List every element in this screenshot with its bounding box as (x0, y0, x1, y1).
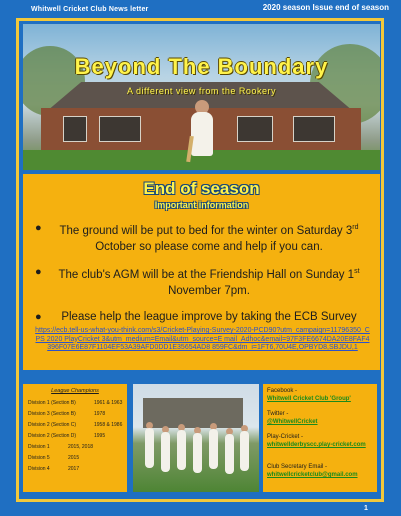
twitter-link[interactable]: @WhitwellCricket (267, 419, 318, 425)
pavilion-window (293, 116, 335, 142)
division-years: 2015 (68, 455, 80, 461)
batsman-figure (191, 112, 213, 156)
division-name: Division 3 (Section B) (28, 411, 76, 417)
division-name: Division 1 (Section B) (28, 400, 76, 406)
champions-row (28, 455, 80, 461)
newsletter-title: Beyond The Boundary (74, 54, 329, 79)
division-name: Division 2 (Section D) (28, 433, 77, 439)
player-figure (161, 432, 170, 472)
newsletter-name: Whitwell Cricket Club News letter (31, 6, 149, 13)
player-figure (177, 430, 186, 470)
section-subtitle: Important information (154, 200, 249, 210)
division-years: 1978 (94, 411, 106, 417)
champions-row (28, 466, 80, 472)
division-years: 1958 & 1986 (94, 422, 123, 428)
division-years: 1995 (94, 433, 106, 439)
issue-label: 2020 season Issue end of season (262, 3, 389, 12)
bullet-survey (35, 309, 373, 325)
champions-row (28, 400, 123, 406)
division-name: Division 2 (Section C) (28, 422, 77, 428)
bullet-text: The club's AGM will be at the Friendship Hall on Sunday 1st November 7pm. (58, 268, 360, 297)
player-figure (209, 429, 218, 469)
bullet-icon: ● (35, 266, 42, 278)
end-of-season-section (23, 174, 380, 370)
division-years: 2015, 2018 (68, 444, 94, 450)
player-figure (225, 434, 234, 474)
bullet-icon: ● (35, 222, 42, 234)
twitter-label: Twitter - (267, 411, 289, 417)
newsletter-subtitle: A different view from the Rookery (127, 86, 276, 96)
bullet-agm (35, 264, 373, 299)
bullet-ground-closing (35, 220, 373, 255)
page-number: 1 (364, 505, 368, 512)
team-photo (133, 384, 259, 492)
league-champions-box (23, 384, 127, 492)
division-years: 2017 (68, 466, 80, 472)
division-name: Division 4 (28, 466, 50, 472)
playcricket-link[interactable]: whitwellderbyscc.play-cricket.com (267, 442, 366, 448)
champions-row (28, 433, 106, 439)
champions-row (28, 444, 94, 450)
champions-row (28, 422, 123, 428)
champions-title: League Champions (51, 388, 99, 394)
secretary-email-label: Club Secretary Email - (267, 464, 328, 470)
division-years: 1961 & 1963 (94, 400, 123, 406)
social-links-box (263, 384, 377, 492)
photo-building (143, 398, 243, 428)
player-figure (193, 433, 202, 473)
hero-banner (23, 24, 380, 170)
pavilion-window (63, 116, 87, 142)
champions-row (28, 411, 106, 417)
pavilion-window (99, 116, 141, 142)
facebook-label: Facebook - (267, 388, 298, 394)
division-name: Division 5 (28, 455, 50, 461)
playcricket-label: Play-Cricket - (267, 434, 304, 440)
newsletter-header (0, 0, 401, 18)
section-title: End of season (143, 179, 260, 198)
pavilion-window (237, 116, 273, 142)
bullet-text: Please help the league improve by taking the ECB Survey (61, 311, 357, 323)
facebook-link[interactable]: Whitwell Cricket Club 'Group' (267, 396, 351, 402)
ecb-survey-link[interactable]: https://ecb.tell-us-what-you-think.com/s3/Cricket-Playing-Survey-2020-PCD90?utm_campaign=11796350_CPS 2020 PlayCricket 3&utm_medium=Email&utm_source=E mail_Adhoc&email=97F3FE6674DA20E8FAF4396F07E6E87F1104EF53A39AFD0DD1E35654AD8 859FC&dm_i=1FT6,70U4E,OPBYD8,SBJDU,1 (35, 327, 370, 351)
division-name: Division 1 (28, 444, 50, 450)
secretary-email-link[interactable]: whitwellcricketclub@gmail.com (267, 472, 358, 478)
player-figure (145, 428, 154, 468)
bullet-text: The ground will be put to bed for the winter on Saturday 3rd October so please come and help if you can. (59, 224, 359, 253)
bullet-icon: ● (35, 311, 42, 323)
player-figure (240, 431, 249, 471)
